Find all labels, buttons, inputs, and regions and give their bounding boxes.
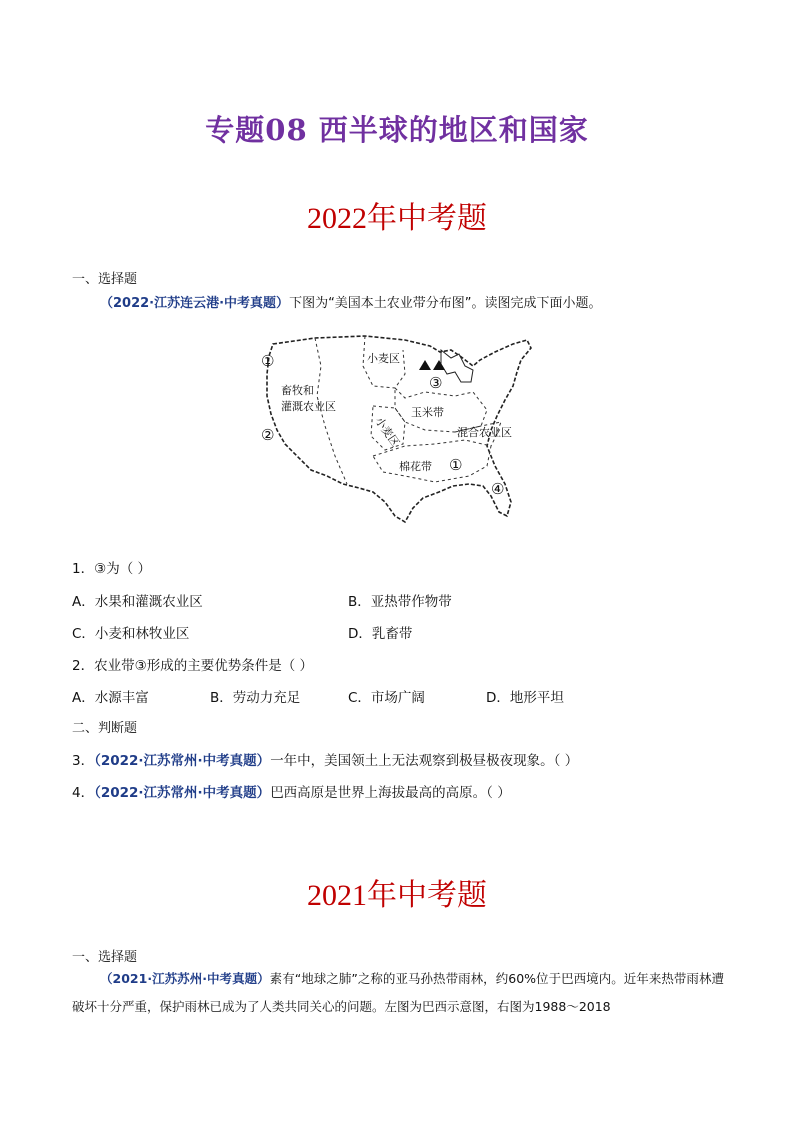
map-label-wheat-south: 小麦区 bbox=[372, 414, 402, 450]
year-heading-2022: 2022年中考题 bbox=[307, 202, 487, 235]
map-label-1-cotton: ① bbox=[449, 456, 463, 474]
question-intro-text-2021: 素有“地球之肺”之称的亚马孙热带雨林，约60%位于巴西境内。近年来热带雨林遭破坏十分严重，保护雨林已成为了人类共同关心的问题。左图为巴西示意图，右图为1988～2018 bbox=[72, 971, 724, 1014]
q1-option-a: A．水果和灌溉农业区 bbox=[72, 594, 203, 610]
section-choice-heading: 一、选择题 bbox=[72, 272, 138, 287]
q4-number: 4． bbox=[72, 785, 95, 801]
map-label-wheat-north: 小麦区 bbox=[367, 352, 400, 365]
q1-option-d: D．乳畜带 bbox=[348, 626, 413, 642]
question-intro-text: 下图为“美国本土农业带分布图”。读图完成下面小题。 bbox=[289, 296, 602, 311]
q1-option-c: C．小麦和林牧业区 bbox=[72, 626, 190, 642]
mountain-marker-1 bbox=[419, 360, 431, 370]
q4-text: 巴西高原是世界上海拔最高的高原。（ ） bbox=[270, 785, 511, 801]
q1-option-b: B．亚热带作物带 bbox=[348, 594, 452, 610]
q4 bbox=[72, 781, 511, 801]
q3-source: （2022·江苏常州·中考真题） bbox=[94, 753, 271, 769]
q3 bbox=[72, 749, 578, 769]
map-label-4: ④ bbox=[491, 480, 505, 498]
q2-option-a: A．水源丰富 bbox=[72, 690, 149, 706]
us-agriculture-map bbox=[255, 326, 538, 526]
map-label-corn: 玉米带 bbox=[411, 406, 444, 419]
map-label-3: ③ bbox=[429, 374, 443, 392]
q1-stem: 1．③为（ ） bbox=[72, 561, 151, 577]
page-title: 专题08 西半球的地区和国家 bbox=[205, 113, 589, 147]
q2-stem: 2．农业带③形成的主要优势条件是（ ） bbox=[72, 658, 313, 674]
q2-option-d: D．地形平坦 bbox=[486, 690, 564, 706]
question-intro bbox=[100, 292, 602, 311]
map-label-mixed: 混合农业区 bbox=[457, 426, 512, 439]
mountain-marker-2 bbox=[433, 360, 445, 370]
map-label-grazing-1: 畜牧和 bbox=[281, 384, 314, 397]
map-label-2: ② bbox=[261, 426, 275, 444]
question-source: （2022·江苏连云港·中考真题） bbox=[100, 296, 290, 311]
q4-source: （2022·江苏常州·中考真题） bbox=[94, 785, 271, 801]
map-label-1: ① bbox=[261, 352, 275, 370]
year-heading-2021: 2021年中考题 bbox=[307, 879, 487, 912]
q3-text: 一年中，美国领土上无法观察到极昼极夜现象。（ ） bbox=[270, 753, 579, 769]
q2-option-b: B．劳动力充足 bbox=[210, 690, 301, 706]
question-source-2021: （2021·江苏苏州·中考真题） bbox=[100, 971, 270, 986]
section-choice-heading-2021: 一、选择题 bbox=[72, 950, 138, 965]
q3-number: 3． bbox=[72, 753, 95, 769]
map-label-cotton: 棉花带 bbox=[399, 460, 432, 473]
great-lakes bbox=[441, 350, 473, 382]
map-label-grazing-2: 灌溉农业区 bbox=[281, 400, 336, 413]
q2-option-c: C．市场广阔 bbox=[348, 690, 425, 706]
section-judge-heading: 二、判断题 bbox=[72, 721, 138, 736]
question-intro-2021 bbox=[72, 965, 724, 1021]
